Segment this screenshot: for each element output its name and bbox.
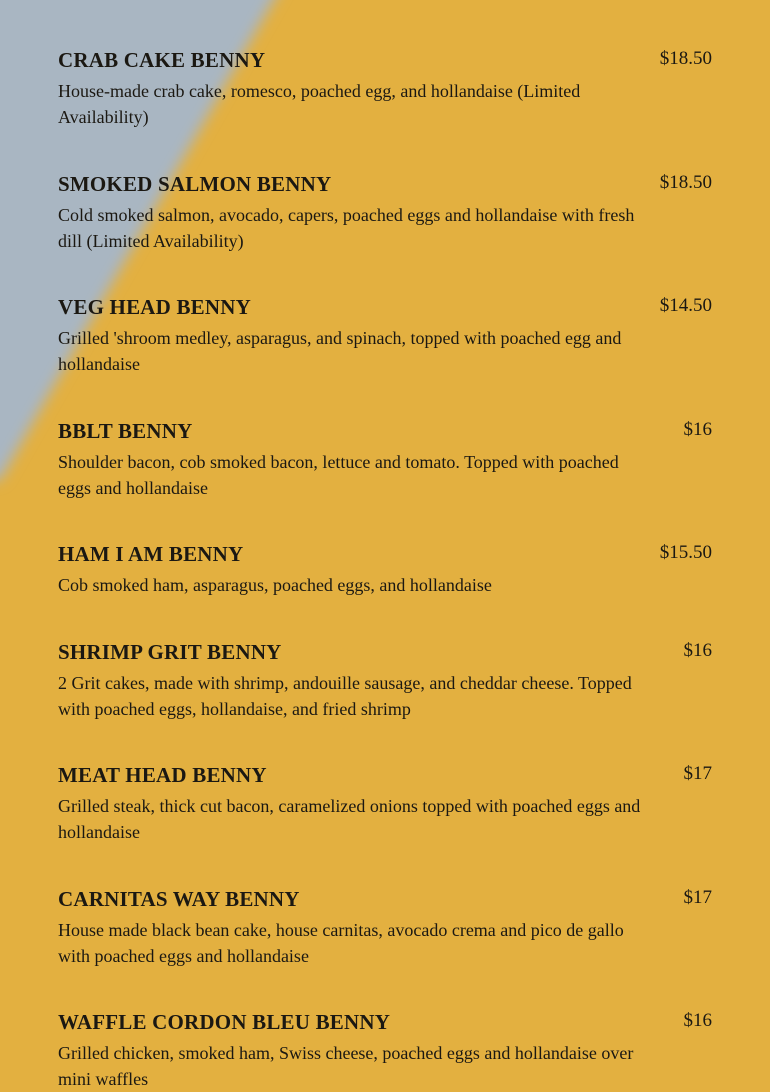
item-description: House made black bean cake, house carnitas, avocado crema and pico de gallo with poached eggs and hollandaise: [58, 919, 624, 966]
item-description: Grilled chicken, smoked ham, Swiss cheese, poached eggs and hollandaise over mini waffles: [58, 1043, 634, 1089]
item-price: $17: [683, 886, 712, 908]
item-description: Grilled steak, thick cut bacon, caramelized onions topped with poached eggs and hollandaise: [58, 796, 641, 842]
menu-list: [58, 44, 712, 1089]
menu-item-bblt-benny: [58, 415, 712, 539]
menu-item-waffle-cordon-bleu-benny: [58, 1006, 712, 1089]
menu-item-veg-head-benny: [58, 291, 712, 415]
item-description: Grilled 'shroom medley, asparagus, and spinach, topped with poached egg and hollandaise: [58, 328, 622, 374]
item-name: SMOKED SALMON BENNY: [58, 171, 332, 196]
item-description: Cob smoked ham, asparagus, poached eggs, and hollandaise: [58, 575, 492, 595]
menu-item-crab-cake-benny: [58, 44, 712, 168]
item-name: MEAT HEAD BENNY: [58, 763, 267, 787]
item-name: HAM I AM BENNY: [58, 542, 244, 566]
menu-item-meat-head-benny: [58, 759, 712, 883]
item-description: Cold smoked salmon, avocado, capers, poached eggs and hollandaise with fresh dill (Limited Availability): [58, 204, 635, 251]
item-price: $18.50: [659, 48, 712, 69]
menu-item-carnitas-way-benny: [58, 883, 712, 1007]
item-price: $17: [683, 763, 712, 784]
menu-item-shrimp-grit-benny: [58, 636, 712, 760]
item-name: BBLT BENNY: [58, 418, 193, 443]
item-description: 2 Grit cakes, made with shrimp, andouille sausage, and cheddar cheese. Topped with poached eggs, hollandaise, and fried shrimp: [58, 672, 632, 719]
item-name: SHRIMP GRIT BENNY: [58, 639, 282, 664]
item-name: VEG HEAD BENNY: [58, 295, 251, 319]
item-price: $16: [683, 639, 712, 661]
item-name: CARNITAS WAY BENNY: [58, 886, 300, 911]
item-price: $15.50: [659, 542, 712, 563]
item-description: Shoulder bacon, cob smoked bacon, lettuce and tomato. Topped with poached eggs and hollandaise: [58, 451, 619, 498]
item-description: House-made crab cake, romesco, poached egg, and hollandaise (Limited Availability): [58, 81, 581, 127]
menu-item-ham-i-am-benny: [58, 538, 712, 636]
item-price: $14.50: [659, 295, 712, 316]
item-price: $18.50: [659, 171, 712, 193]
item-price: $16: [683, 418, 712, 440]
item-name: CRAB CAKE BENNY: [58, 48, 266, 72]
item-name: WAFFLE CORDON BLEU BENNY: [58, 1010, 391, 1034]
menu-item-smoked-salmon-benny: [58, 168, 712, 292]
item-price: $16: [683, 1010, 712, 1031]
